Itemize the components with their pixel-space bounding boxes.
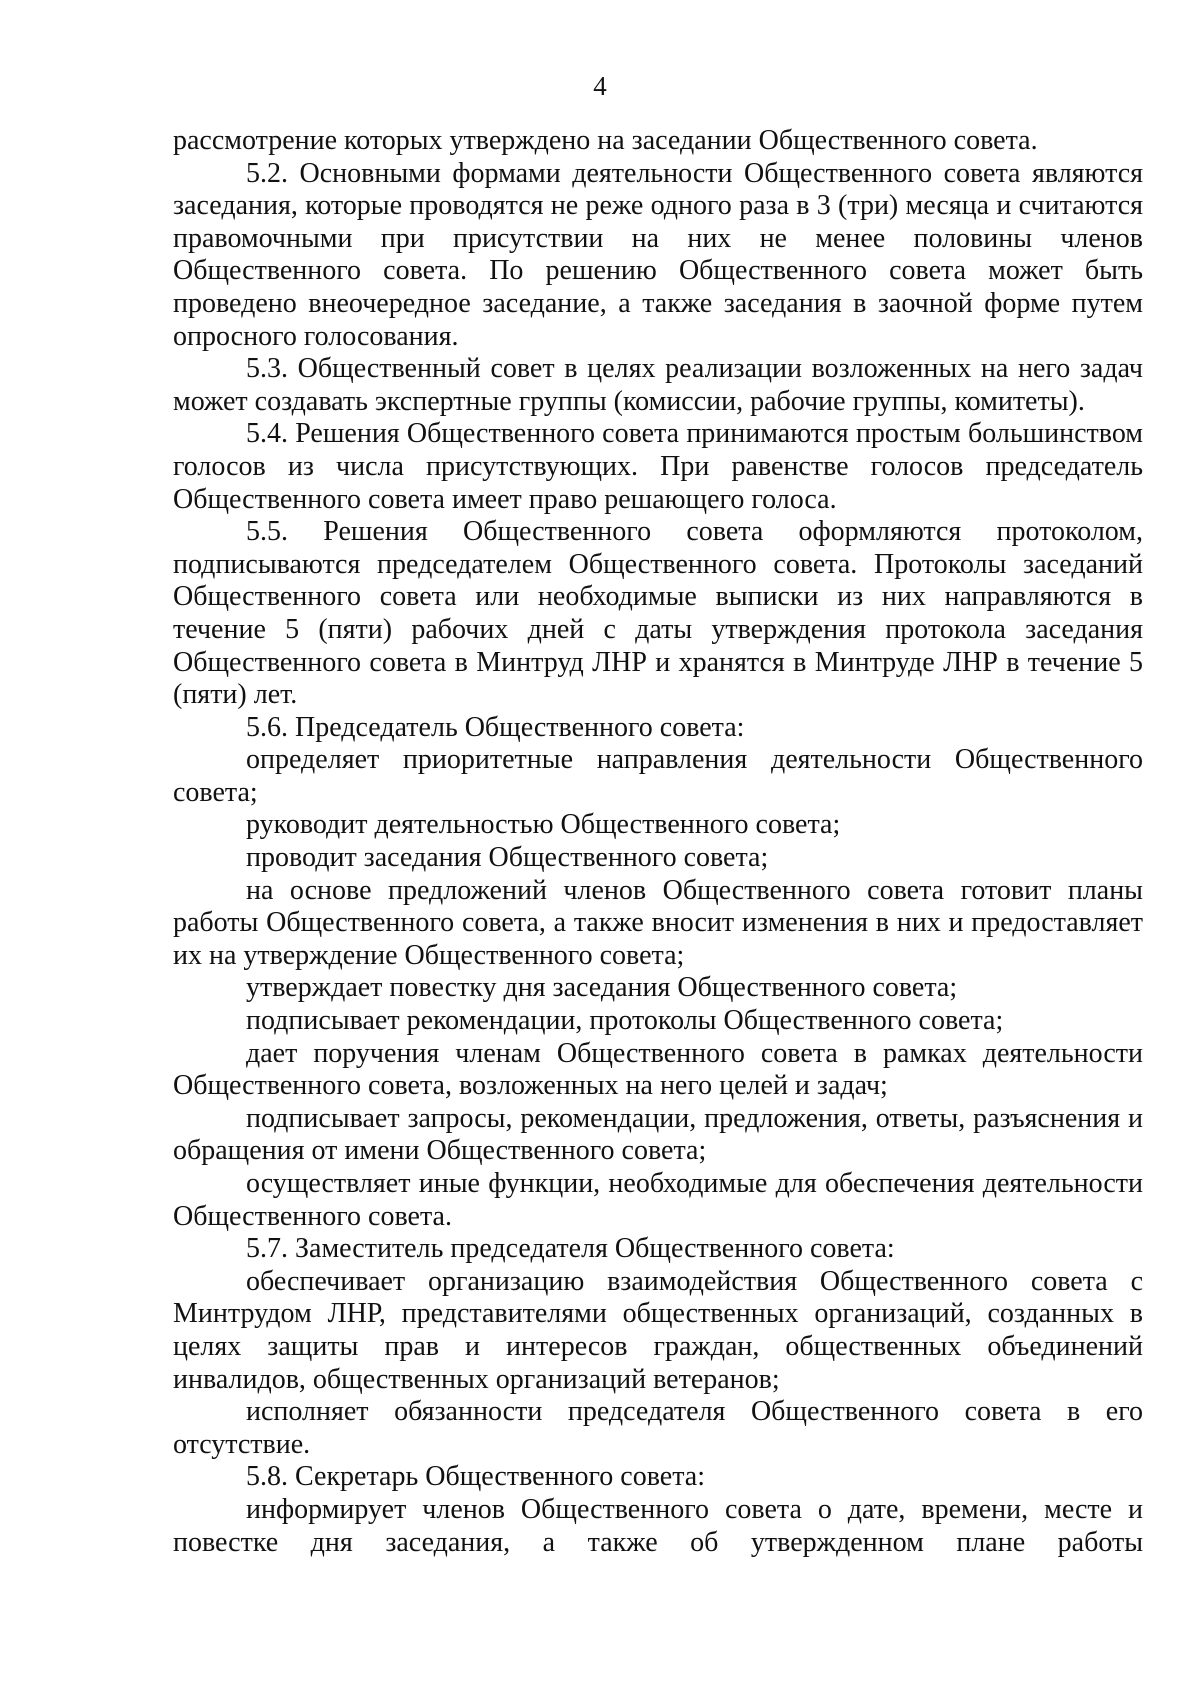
paragraph-5-7-heading: 5.7. Заместитель председателя Общественного совета: xyxy=(246,1233,895,1265)
chairman-duty-plans: на основе предложений членов Общественного совета готовит планы работы Общественного совета, а также вносит изменения в них и предоставляет их на утверждение Общественного совета; xyxy=(173,874,1143,971)
paragraph-5-3: 5.3. Общественный совет в целях реализации возложенных на него задач может создавать экспертные группы (комиссии, рабочие группы, комитеты). xyxy=(173,353,1143,417)
chairman-duty-agenda: утверждает повестку дня заседания Общественного совета; xyxy=(246,972,958,1004)
paragraph-5-1-continuation: рассмотрение которых утверждено на заседании Общественного совета. xyxy=(173,125,1038,156)
deputy-duty-interaction: обеспечивает организацию взаимодействия Общественного совета с Минтрудом ЛНР, представителями общественных организаций, созданных в целях защиты прав и интересов граждан, общественных объединений инвалидов, общественных организаций ветеранов; xyxy=(173,1265,1143,1395)
deputy-duty-substitute: исполняет обязанности председателя Общественного совета в его отсутствие. xyxy=(173,1396,1143,1460)
chairman-duty-signs-requests: подписывает запросы, рекомендации, предложения, ответы, разъяснения и обращения от имени Общественного совета; xyxy=(173,1102,1143,1167)
paragraph-5-4: 5.4. Решения Общественного совета принимаются простым большинством голосов из числа присутствующих. При равенстве голосов председатель Общественного совета имеет право решающего голоса. xyxy=(173,418,1143,515)
chairman-duty-signs-protocols: подписывает рекомендации, протоколы Общественного совета; xyxy=(246,1005,1004,1037)
secretary-duty-inform: информирует членов Общественного совета о дате, времени, месте и повестке дня заседания, а также об утвержденном плане работы xyxy=(173,1493,1143,1558)
chairman-duty-instructions: дает поручения членам Общественного совета в рамках деятельности Общественного совета, возложенных на него целей и задач; xyxy=(173,1037,1143,1102)
chairman-duty-meetings: проводит заседания Общественного совета; xyxy=(246,842,769,874)
paragraph-5-8-heading: 5.8. Секретарь Общественного совета: xyxy=(246,1461,706,1493)
paragraph-5-6-heading: 5.6. Председатель Общественного совета: xyxy=(246,711,745,743)
document-body xyxy=(173,125,1143,1559)
page-number: 4 xyxy=(593,71,607,101)
paragraph-5-5: 5.5. Решения Общественного совета оформляются протоколом, подписываются председателем Общественного совета. Протоколы заседаний Общественного совета или необходимые выписки из них направляются в течение 5 (пяти) рабочих дней с даты утверждения протокола заседания Общественного совета в Минтруд ЛНР и хранятся в Минтруде ЛНР в течение 5 (пяти) лет. xyxy=(173,516,1143,711)
chairman-duty-leads: руководит деятельностью Общественного совета; xyxy=(246,809,841,841)
chairman-duty-other: осуществляет иные функции, необходимые для обеспечения деятельности Общественного совета. xyxy=(173,1168,1143,1232)
paragraph-5-2: 5.2. Основными формами деятельности Общественного совета являются заседания, которые проводятся не реже одного раза в 3 (три) месяца и считаются правомочными при присутствии на них не менее половины членов Общественного совета. По решению Общественного совета может быть проведено внеочередное заседание, а также заседания в заочной форме путем опросного голосования. xyxy=(173,157,1143,352)
chairman-duty-priorities: определяет приоритетные направления деятельности Общественного совета; xyxy=(173,744,1143,808)
